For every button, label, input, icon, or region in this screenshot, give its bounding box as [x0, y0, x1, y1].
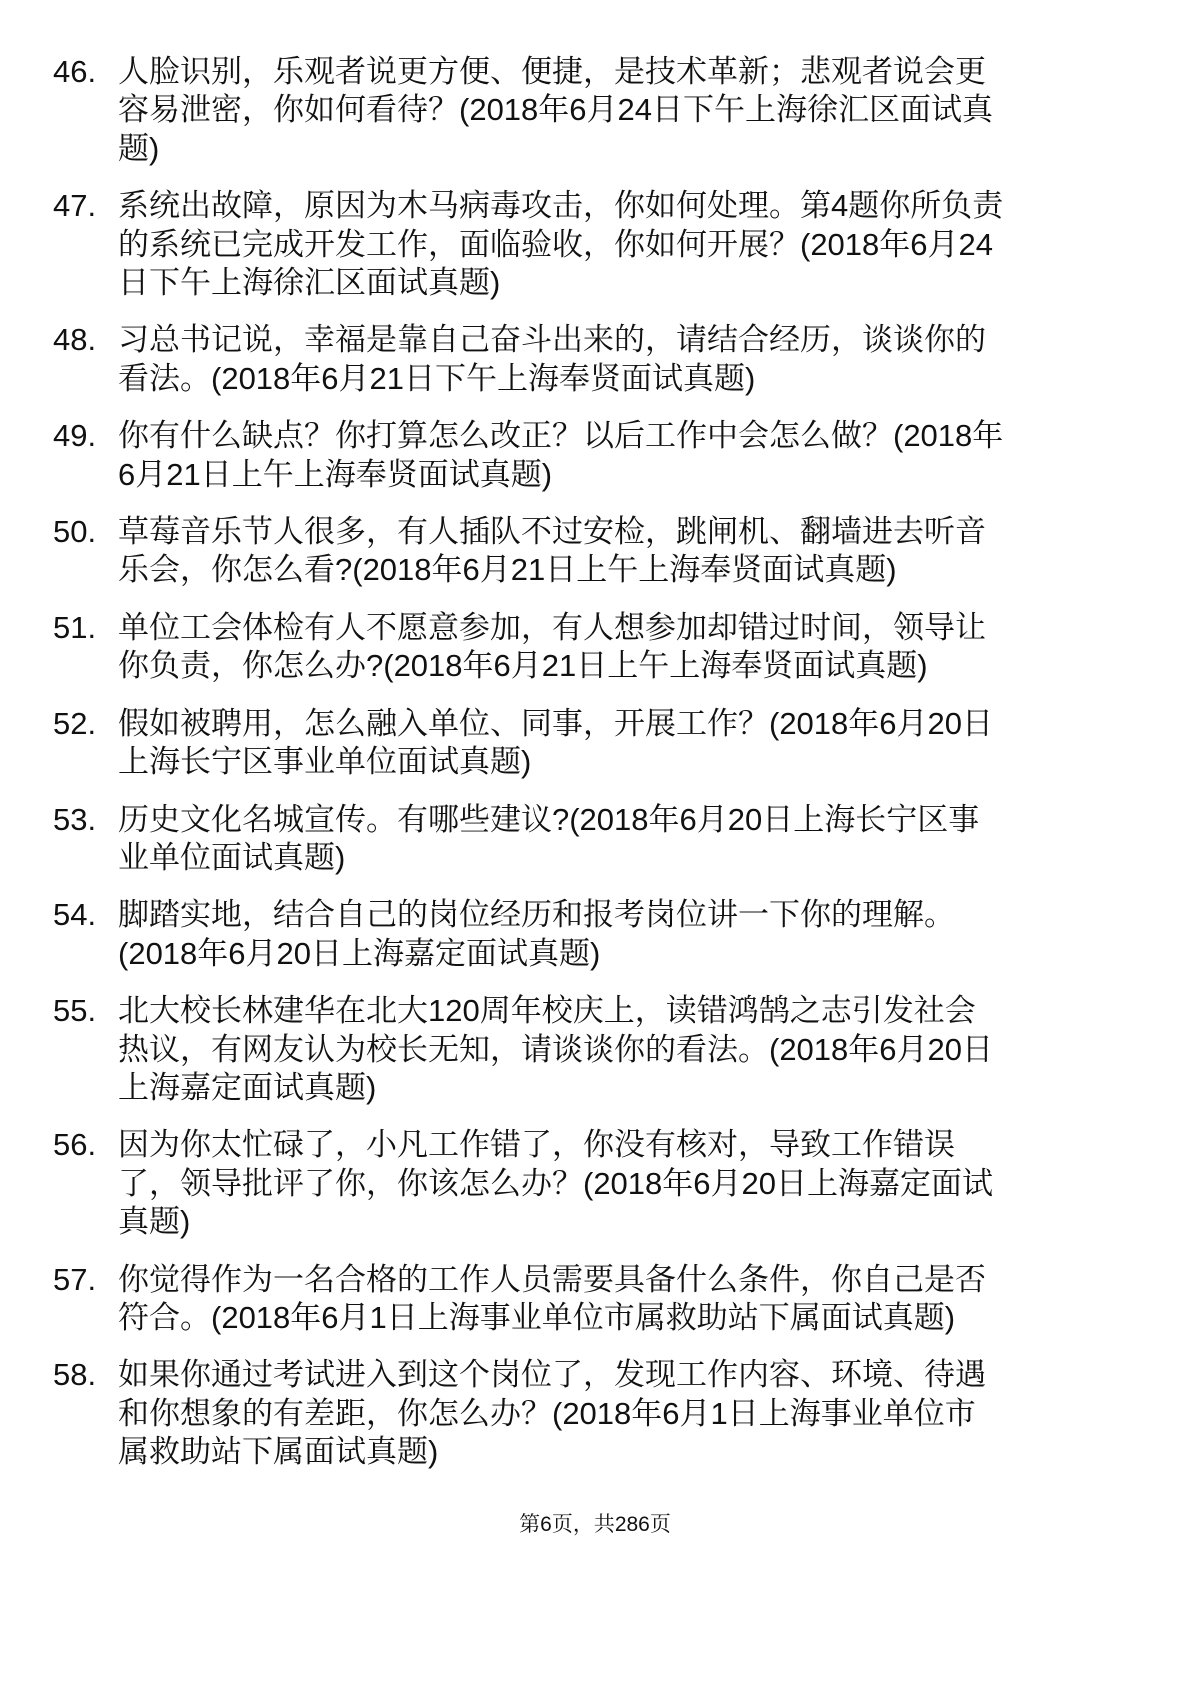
question-item	[0, 187, 1190, 302]
question-text	[118, 1356, 1128, 1471]
question-line: 你有什么缺点？你打算怎么改正？以后工作中会怎么做？(2018年	[118, 418, 1004, 454]
question-item	[0, 1356, 1190, 1471]
question-number: 54.	[53, 897, 97, 933]
question-text	[118, 609, 1128, 686]
question-line: 你觉得作为一名合格的工作人员需要具备什么条件，你自己是否	[118, 1261, 986, 1297]
question-line: 人脸识别，乐观者说更方便、便捷，是技术革新；悲观者说会更	[118, 54, 986, 89]
question-line: 题)	[118, 130, 160, 166]
question-line: 草莓音乐节人很多，有人插队不过安检，跳闸机、翻墙进去听音	[118, 514, 986, 550]
question-item	[0, 417, 1190, 494]
question-line: 属救助站下属面试真题)	[118, 1434, 439, 1470]
question-item	[0, 705, 1190, 782]
question-line: 脚踏实地，结合自己的岗位经历和报考岗位讲一下你的理解。	[118, 897, 955, 933]
question-list	[0, 53, 1190, 1491]
question-number: 50.	[53, 514, 97, 550]
question-item	[0, 609, 1190, 686]
question-line: 了，领导批评了你，你该怎么办？(2018年6月20日上海嘉定面试	[118, 1165, 994, 1201]
question-line: 你负责，你怎么办?(2018年6月21日上午上海奉贤面试真题)	[118, 648, 928, 684]
question-number: 52.	[53, 705, 97, 741]
question-line: 上海嘉定面试真题)	[118, 1069, 377, 1105]
question-line: 和你想象的有差距，你怎么办？(2018年6月1日上海事业单位市	[118, 1395, 976, 1431]
question-line: 热议，有网友认为校长无知，请谈谈你的看法。(2018年6月20日	[118, 1031, 994, 1067]
question-line: 6月21日上午上海奉贤面试真题)	[118, 456, 553, 492]
question-number: 55.	[53, 993, 97, 1029]
question-item	[0, 992, 1190, 1107]
question-number: 47.	[53, 188, 97, 224]
question-line: 的系统已完成开发工作，面临验收，你如何开展？(2018年6月24	[118, 226, 994, 262]
question-item	[0, 896, 1190, 973]
question-line: 容易泄密，你如何看待？(2018年6月24日下午上海徐汇区面试真	[118, 92, 994, 128]
question-line: 真题)	[118, 1204, 191, 1240]
question-item	[0, 53, 1190, 168]
question-number: 56.	[53, 1127, 97, 1163]
question-line: 日下午上海徐汇区面试真题)	[118, 265, 501, 301]
question-text	[118, 992, 1128, 1107]
question-line: 符合。(2018年6月1日上海事业单位市属救助站下属面试真题)	[118, 1299, 956, 1335]
question-line: 乐会，你怎么看?(2018年6月21日上午上海奉贤面试真题)	[118, 552, 897, 588]
question-line: 历史文化名城宣传。有哪些建议?(2018年6月20日上海长宁区事	[118, 801, 980, 837]
question-line: 上海长宁区事业单位面试真题)	[118, 744, 532, 780]
question-line: 因为你太忙碌了，小凡工作错了，你没有核对，导致工作错误	[118, 1127, 955, 1163]
question-number: 48.	[53, 322, 97, 358]
question-line: 习总书记说，幸福是靠自己奋斗出来的，请结合经历，谈谈你的	[118, 322, 986, 358]
question-text	[118, 187, 1128, 302]
question-text	[118, 417, 1128, 494]
question-text	[118, 321, 1128, 398]
question-item	[0, 1261, 1190, 1338]
question-item	[0, 513, 1190, 590]
question-item	[0, 801, 1190, 878]
page-footer: 第6页，共286页	[519, 1513, 671, 1536]
question-number: 53.	[53, 801, 97, 837]
question-line: 看法。(2018年6月21日下午上海奉贤面试真题)	[118, 360, 756, 396]
question-number: 49.	[53, 418, 97, 454]
question-item	[0, 321, 1190, 398]
question-text	[118, 1261, 1128, 1338]
question-line: 业单位面试真题)	[118, 839, 346, 875]
question-line: (2018年6月20日上海嘉定面试真题)	[118, 935, 601, 971]
question-line: 单位工会体检有人不愿意参加，有人想参加却错过时间，领导让	[118, 609, 986, 645]
question-item	[0, 1126, 1190, 1241]
question-number: 46.	[53, 54, 97, 89]
question-text	[118, 705, 1128, 782]
question-line: 系统出故障，原因为木马病毒攻击，你如何处理。第4题你所负责	[118, 188, 1004, 224]
question-line: 假如被聘用，怎么融入单位、同事，开展工作？(2018年6月20日	[118, 705, 994, 741]
question-number: 57.	[53, 1261, 97, 1297]
question-line: 如果你通过考试进入到这个岗位了，发现工作内容、环境、待遇	[118, 1357, 986, 1393]
question-text	[118, 801, 1128, 878]
question-line: 北大校长林建华在北大120周年校庆上，读错鸿鹄之志引发社会	[118, 993, 976, 1029]
question-text	[118, 1126, 1128, 1241]
question-number: 58.	[53, 1357, 97, 1393]
question-text	[118, 513, 1128, 590]
question-text	[118, 896, 1128, 973]
question-number: 51.	[53, 609, 97, 645]
question-text	[118, 53, 1128, 168]
